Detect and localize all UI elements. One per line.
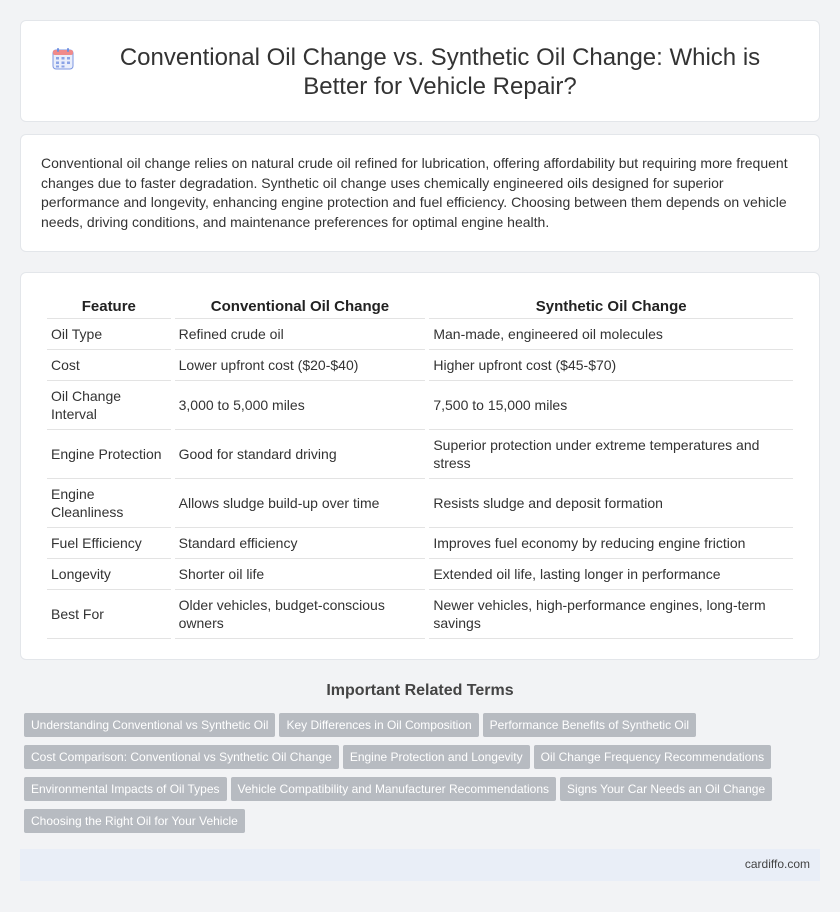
- comparison-table: [43, 297, 797, 639]
- related-terms-tags: [24, 713, 824, 841]
- table-row: [47, 559, 793, 590]
- table-row: [47, 381, 793, 430]
- feature-cell: Best For: [47, 590, 171, 639]
- feature-cell: Engine Cleanliness: [47, 479, 171, 528]
- footer: [20, 849, 820, 881]
- feature-cell: Longevity: [47, 559, 171, 590]
- feature-cell: Engine Protection: [47, 430, 171, 479]
- synthetic-cell: Superior protection under extreme temperatures and stress: [429, 430, 793, 479]
- column-header-synthetic: Synthetic Oil Change: [429, 297, 793, 319]
- conventional-cell: Standard efficiency: [175, 528, 426, 559]
- related-tag[interactable]: Engine Protection and Longevity: [343, 745, 530, 769]
- table-row: [47, 528, 793, 559]
- synthetic-cell: Newer vehicles, high-performance engines, long-term savings: [429, 590, 793, 639]
- table-row: [47, 319, 793, 350]
- conventional-cell: Older vehicles, budget-conscious owners: [175, 590, 426, 639]
- related-tag[interactable]: Cost Comparison: Conventional vs Synthetic Oil Change: [24, 745, 339, 769]
- table-row: [47, 430, 793, 479]
- conventional-cell: 3,000 to 5,000 miles: [175, 381, 426, 430]
- footer-site-link[interactable]: cardiffo.com: [744, 857, 810, 871]
- conventional-cell: Allows sludge build-up over time: [175, 479, 426, 528]
- feature-cell: Oil Type: [47, 319, 171, 350]
- table-row: [47, 590, 793, 639]
- related-tag[interactable]: Key Differences in Oil Composition: [279, 713, 478, 737]
- table-row: [47, 479, 793, 528]
- feature-cell: Cost: [47, 350, 171, 381]
- table-header-row: [47, 297, 793, 319]
- related-tag[interactable]: Performance Benefits of Synthetic Oil: [483, 713, 696, 737]
- synthetic-cell: 7,500 to 15,000 miles: [429, 381, 793, 430]
- column-header-conventional: Conventional Oil Change: [175, 297, 426, 319]
- related-tag[interactable]: Understanding Conventional vs Synthetic Oil: [24, 713, 275, 737]
- synthetic-cell: Higher upfront cost ($45-$70): [429, 350, 793, 381]
- page-title: Conventional Oil Change vs. Synthetic Oil Change: Which is Better for Vehicle Repair?: [119, 44, 761, 100]
- conventional-cell: Good for standard driving: [175, 430, 426, 479]
- column-header-feature: Feature: [47, 297, 171, 319]
- related-tag[interactable]: Oil Change Frequency Recommendations: [534, 745, 771, 769]
- related-tag[interactable]: Choosing the Right Oil for Your Vehicle: [24, 809, 245, 833]
- table-row: [47, 350, 793, 381]
- conventional-cell: Lower upfront cost ($20-$40): [175, 350, 426, 381]
- conventional-cell: Shorter oil life: [175, 559, 426, 590]
- synthetic-cell: Improves fuel economy by reducing engine friction: [429, 528, 793, 559]
- related-terms-heading: Important Related Terms: [326, 682, 514, 699]
- conventional-cell: Refined crude oil: [175, 319, 426, 350]
- related-tag[interactable]: Environmental Impacts of Oil Types: [24, 777, 227, 801]
- synthetic-cell: Extended oil life, lasting longer in performance: [429, 559, 793, 590]
- intro-card: [20, 134, 820, 252]
- feature-cell: Oil Change Interval: [47, 381, 171, 430]
- comparison-table-card: [20, 272, 820, 660]
- title-card: [20, 20, 820, 122]
- synthetic-cell: Man-made, engineered oil molecules: [429, 319, 793, 350]
- feature-cell: Fuel Efficiency: [47, 528, 171, 559]
- related-tag[interactable]: Vehicle Compatibility and Manufacturer Recommendations: [231, 777, 557, 801]
- related-tag[interactable]: Signs Your Car Needs an Oil Change: [560, 777, 772, 801]
- synthetic-cell: Resists sludge and deposit formation: [429, 479, 793, 528]
- intro-paragraph: Conventional oil change relies on natural crude oil refined for lubrication, offering affordability but requiring more frequent changes due to faster degradation. Synthetic oil change uses chemically engineered oils designed for superior performance and longevity, enhancing engine protection and fuel efficiency. Choosing between them depends on vehicle needs, driving conditions, and maintenance preferences for optimal engine health.: [41, 155, 788, 230]
